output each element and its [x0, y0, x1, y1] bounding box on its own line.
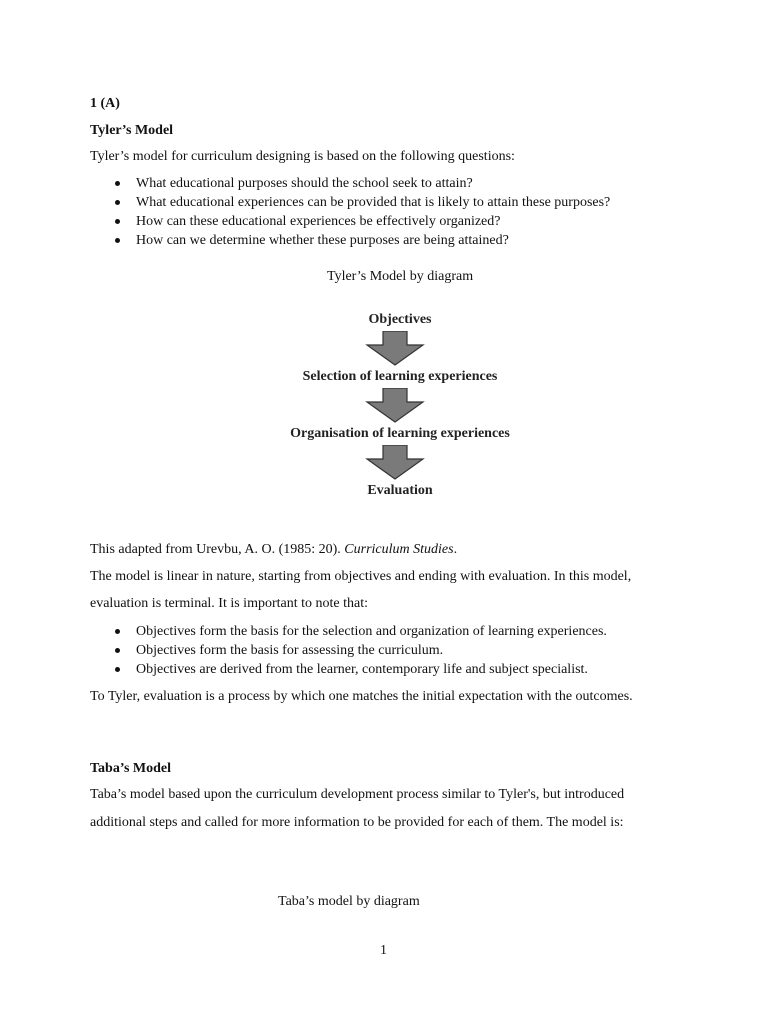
- source-citation: [90, 541, 457, 559]
- down-arrow-icon: [365, 388, 425, 424]
- list-item: Objectives form the basis for the selection and organization of learning experiences.: [112, 622, 607, 641]
- diagram-step-evaluation: Evaluation: [367, 483, 433, 498]
- source-prefix: This adapted from Urevbu, A. O. (1985: 20).: [90, 542, 345, 557]
- taba-diagram-caption: Taba’s model by diagram: [278, 894, 420, 909]
- taba-description-line1: Taba’s model based upon the curriculum development process similar to Tyler's, but introduced: [90, 787, 625, 802]
- list-item: What educational experiences can be provided that is likely to attain these purposes?: [112, 193, 610, 212]
- list-item: Objectives form the basis for assessing the curriculum.: [112, 641, 607, 660]
- list-item: What educational purposes should the school seek to attain?: [112, 174, 610, 193]
- diagram-step-organisation: Organisation of learning experiences: [290, 426, 510, 441]
- diagram-step-selection: Selection of learning experiences: [302, 369, 498, 384]
- model-description-line1: The model is linear in nature, starting from objectives and ending with evaluation. In this model,: [90, 569, 632, 584]
- page-number: 1: [380, 943, 387, 958]
- list-item: Objectives are derived from the learner, contemporary life and subject specialist.: [112, 660, 607, 679]
- list-item: How can we determine whether these purposes are being attained?: [112, 231, 610, 250]
- model-description-line2: evaluation is terminal. It is important to note that:: [90, 596, 368, 611]
- tyler-model-diagram: [260, 305, 540, 505]
- tyler-conclusion: To Tyler, evaluation is a process by which one matches the initial expectation with the outcomes.: [90, 689, 633, 704]
- source-title: Curriculum Studies: [344, 542, 454, 557]
- source-suffix: .: [453, 542, 458, 557]
- down-arrow-icon: [365, 445, 425, 481]
- diagram-step-objectives: Objectives: [368, 312, 432, 327]
- tyler-diagram-caption: Tyler’s Model by diagram: [327, 269, 474, 284]
- taba-description-line2: additional steps and called for more information to be provided for each of them. The model is:: [90, 815, 624, 830]
- list-item: How can these educational experiences be effectively organized?: [112, 212, 610, 231]
- objectives-notes-list: [112, 622, 607, 679]
- tyler-questions-list: [112, 174, 610, 250]
- tyler-intro: Tyler’s model for curriculum designing is based on the following questions:: [90, 149, 515, 164]
- down-arrow-icon: [365, 331, 425, 367]
- tyler-heading: Tyler’s Model: [90, 123, 174, 138]
- taba-heading: Taba’s Model: [90, 761, 172, 776]
- section-number: 1 (A): [90, 96, 120, 111]
